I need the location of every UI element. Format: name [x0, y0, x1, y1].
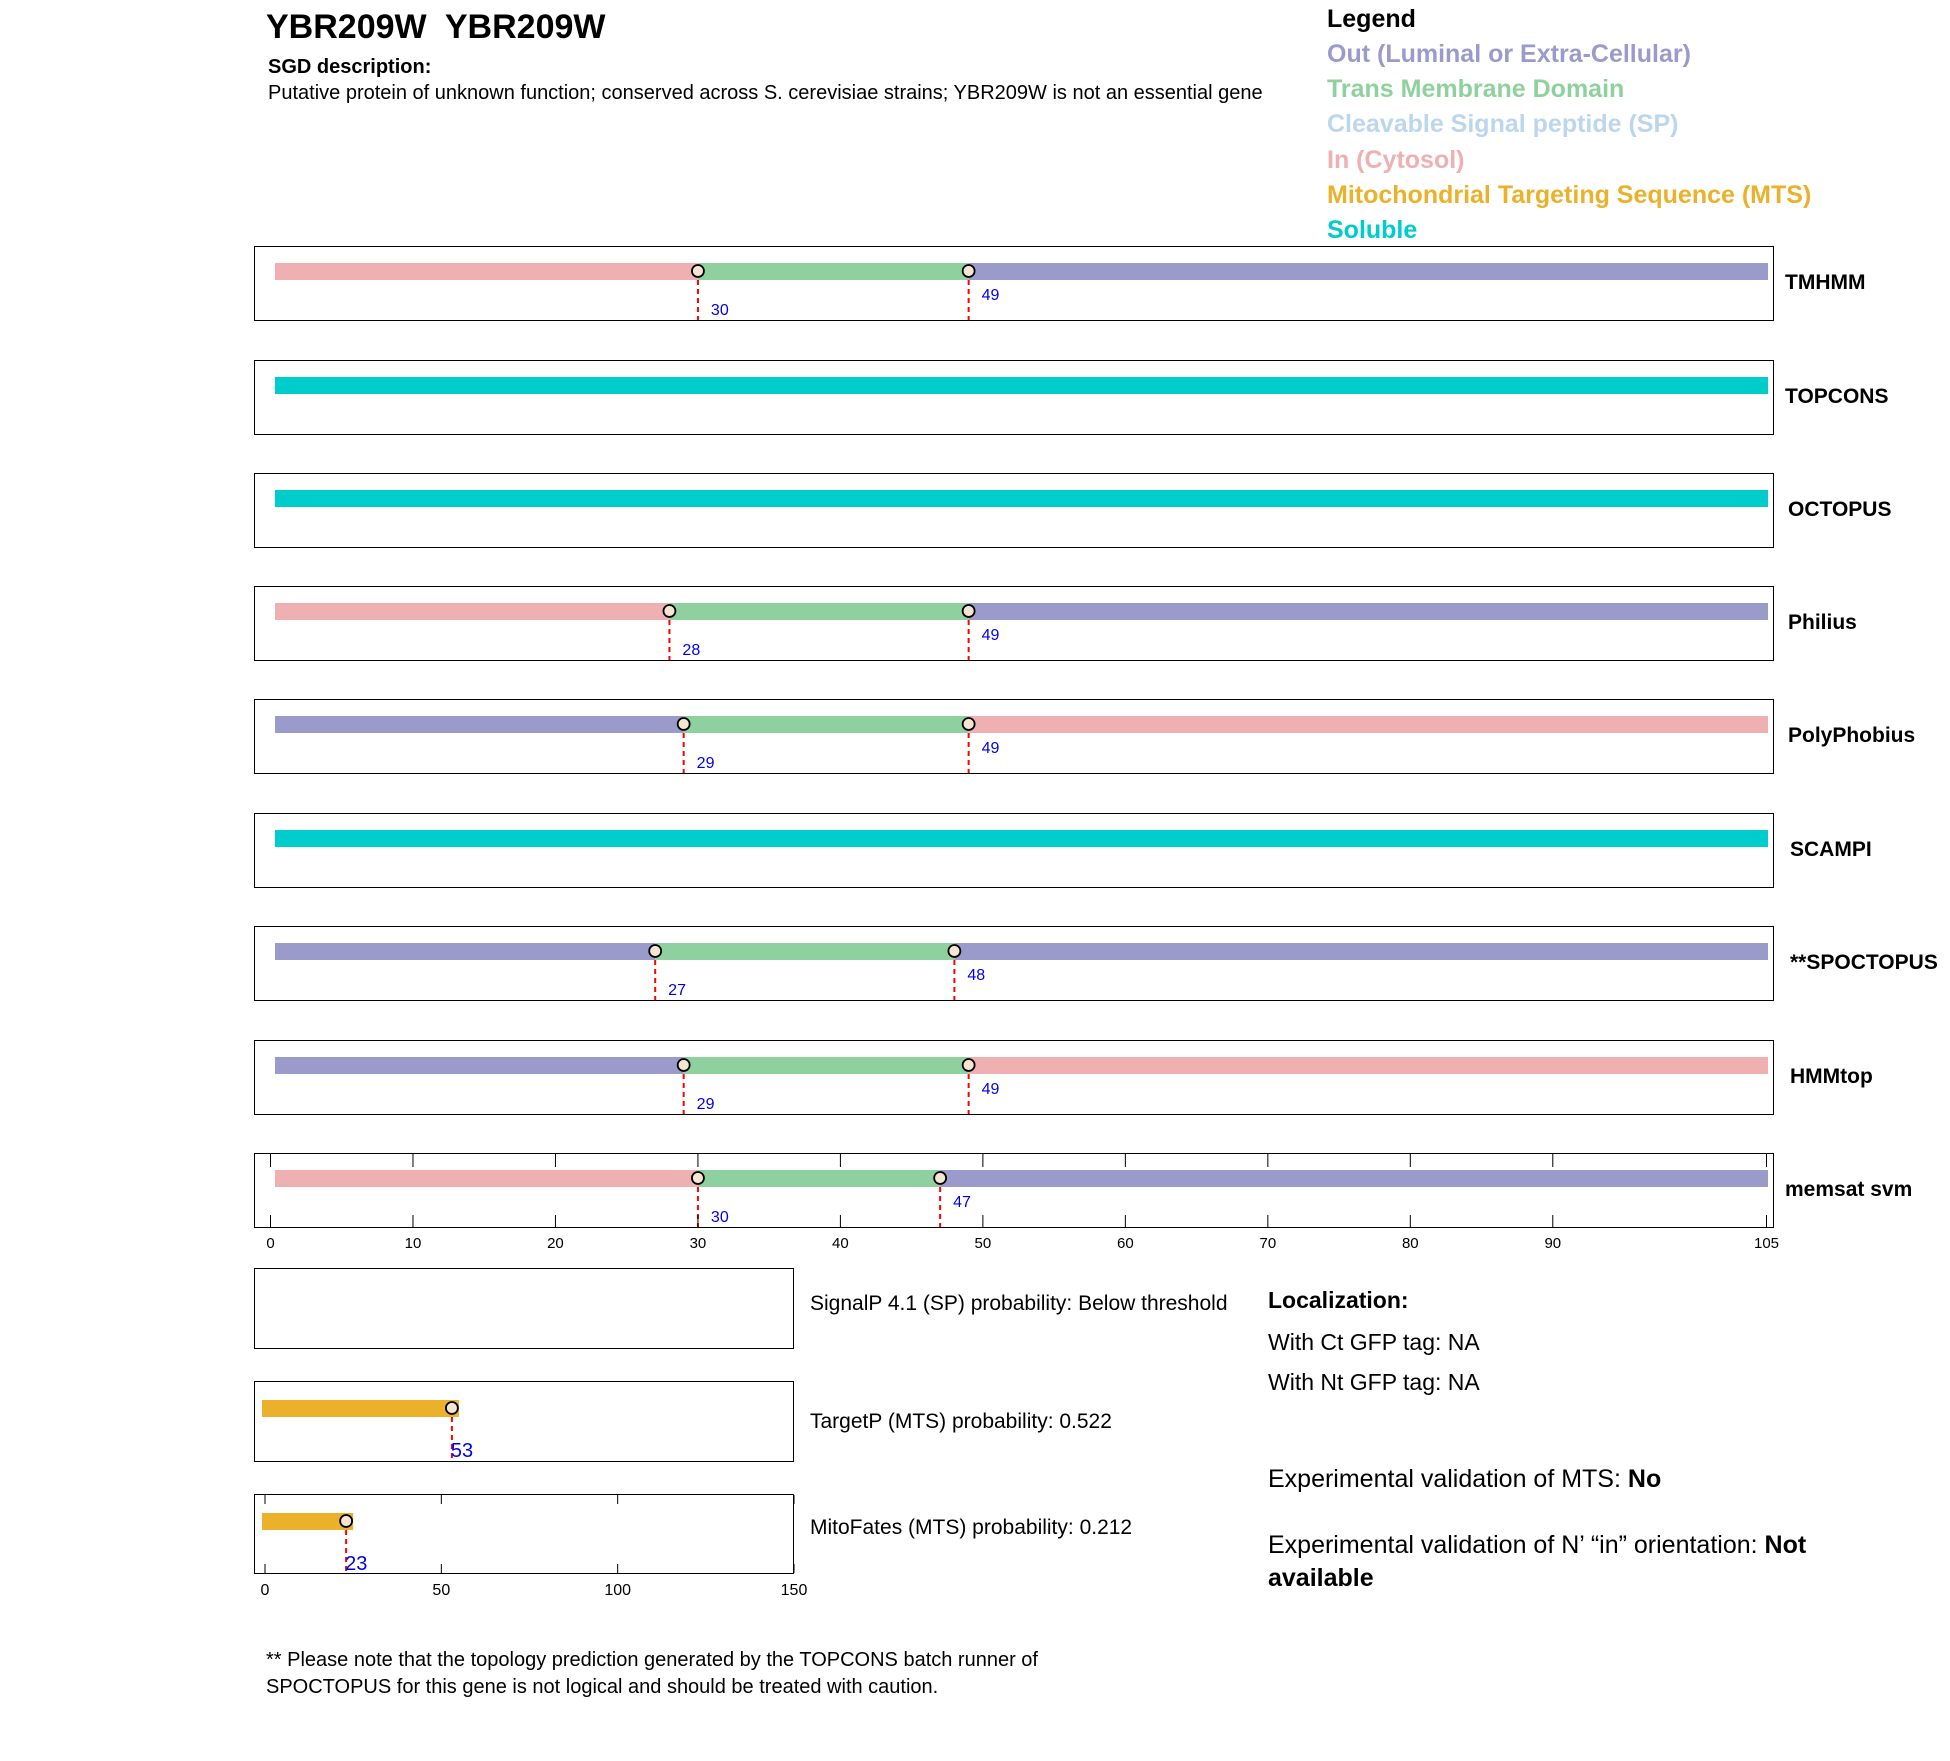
mts-boundary-marker — [340, 1515, 352, 1527]
signalp-label: SignalP 4.1 (SP) probability: Below threshold — [810, 1292, 1228, 1315]
legend-item-soluble: Soluble — [1327, 216, 1418, 244]
boundary-label: 47 — [953, 1194, 971, 1211]
sgd-description-text: Putative protein of unknown function; conserved across S. cerevisiae strains; YBR209W is not an essential gene — [268, 82, 1263, 104]
localization-nt: With Nt GFP tag: NA — [1268, 1369, 1480, 1395]
track-label: TMHMM — [1785, 271, 1866, 294]
sgd-description-label: SGD description: — [268, 56, 432, 78]
boundary-label: 49 — [981, 740, 1000, 757]
mitofates-label: MitoFates (MTS) probability: 0.212 — [810, 1516, 1133, 1539]
boundary-label: 49 — [981, 627, 1000, 644]
footnote: ** Please note that the topology prediction generated by the TOPCONS batch runner of SPOCTOPUS for this gene is not logical and should be treated with caution. — [266, 1649, 1038, 1698]
axis-tick-label: 0 — [266, 1235, 275, 1252]
mts-axis-tick-label: 50 — [432, 1582, 451, 1599]
boundary-label: 30 — [710, 1209, 729, 1226]
axis-tick-label: 30 — [689, 1235, 707, 1252]
track-label: Philius — [1788, 611, 1857, 634]
boundary-label: 49 — [981, 287, 1000, 304]
boundary-label: 48 — [967, 967, 986, 984]
mts-axis-tick-label: 150 — [780, 1582, 808, 1599]
track-label: OCTOPUS — [1788, 498, 1892, 521]
mts-axis-tick-label: 100 — [604, 1582, 632, 1599]
axis-tick-label: 80 — [1401, 1235, 1419, 1252]
boundary-label: 49 — [981, 1081, 1000, 1098]
axis-tick-label: 70 — [1259, 1235, 1277, 1252]
track-label: memsat svm — [1785, 1178, 1913, 1201]
legend-item-mts: Mitochondrial Targeting Sequence (MTS) — [1327, 181, 1812, 209]
mts-bar — [262, 1400, 459, 1417]
localization-ct: With Ct GFP tag: NA — [1268, 1329, 1480, 1355]
mts-boundary-marker — [446, 1402, 458, 1414]
axis-tick-label: 60 — [1117, 1235, 1134, 1252]
targetp-label: TargetP (MTS) probability: 0.522 — [810, 1410, 1112, 1433]
experimental-mts — [1268, 1463, 1908, 1496]
mts-boundary-label: 23 — [345, 1553, 368, 1575]
track-label: SCAMPI — [1790, 838, 1872, 861]
mts-boundary-label: 53 — [450, 1440, 474, 1462]
boundary-label: 29 — [696, 755, 715, 772]
axis-tick-label: 105 — [1753, 1235, 1780, 1252]
axis-tick-label: 10 — [404, 1235, 422, 1252]
boundary-label: 30 — [710, 302, 729, 319]
experimental-orientation-value: Not available — [1268, 1531, 1807, 1592]
boundary-label: 29 — [696, 1096, 715, 1113]
axis-tick-label: 20 — [547, 1235, 564, 1252]
legend-item-out: Out (Luminal or Extra-Cellular) — [1327, 40, 1691, 68]
boundary-label: 27 — [668, 982, 686, 999]
track-label: TOPCONS — [1785, 385, 1889, 408]
legend-item-tm: Trans Membrane Domain — [1327, 75, 1625, 103]
legend-item-sp: Cleavable Signal peptide (SP) — [1327, 110, 1679, 138]
localization-title: Localization: — [1268, 1287, 1409, 1313]
axis-tick-label: 40 — [832, 1235, 849, 1252]
boundary-label: 28 — [682, 642, 701, 659]
axis-tick-label: 90 — [1544, 1235, 1562, 1252]
legend-title: Legend — [1327, 5, 1416, 33]
axis-tick-label: 50 — [974, 1235, 992, 1252]
legend-item-in: In (Cytosol) — [1327, 146, 1465, 174]
mts-axis-tick-label: 0 — [260, 1582, 270, 1599]
experimental-orientation-prefix: Experimental validation of N’ “in” orientation: — [1268, 1531, 1765, 1559]
track-label: HMMtop — [1790, 1065, 1873, 1088]
experimental-mts-prefix: Experimental validation of MTS: — [1268, 1465, 1628, 1493]
page-title: YBR209W YBR209W — [266, 8, 606, 46]
track-label: PolyPhobius — [1788, 724, 1916, 747]
track-label: **SPOCTOPUS — [1790, 951, 1938, 974]
experimental-mts-value: No — [1627, 1465, 1662, 1493]
experimental-orientation — [1268, 1529, 1908, 1595]
